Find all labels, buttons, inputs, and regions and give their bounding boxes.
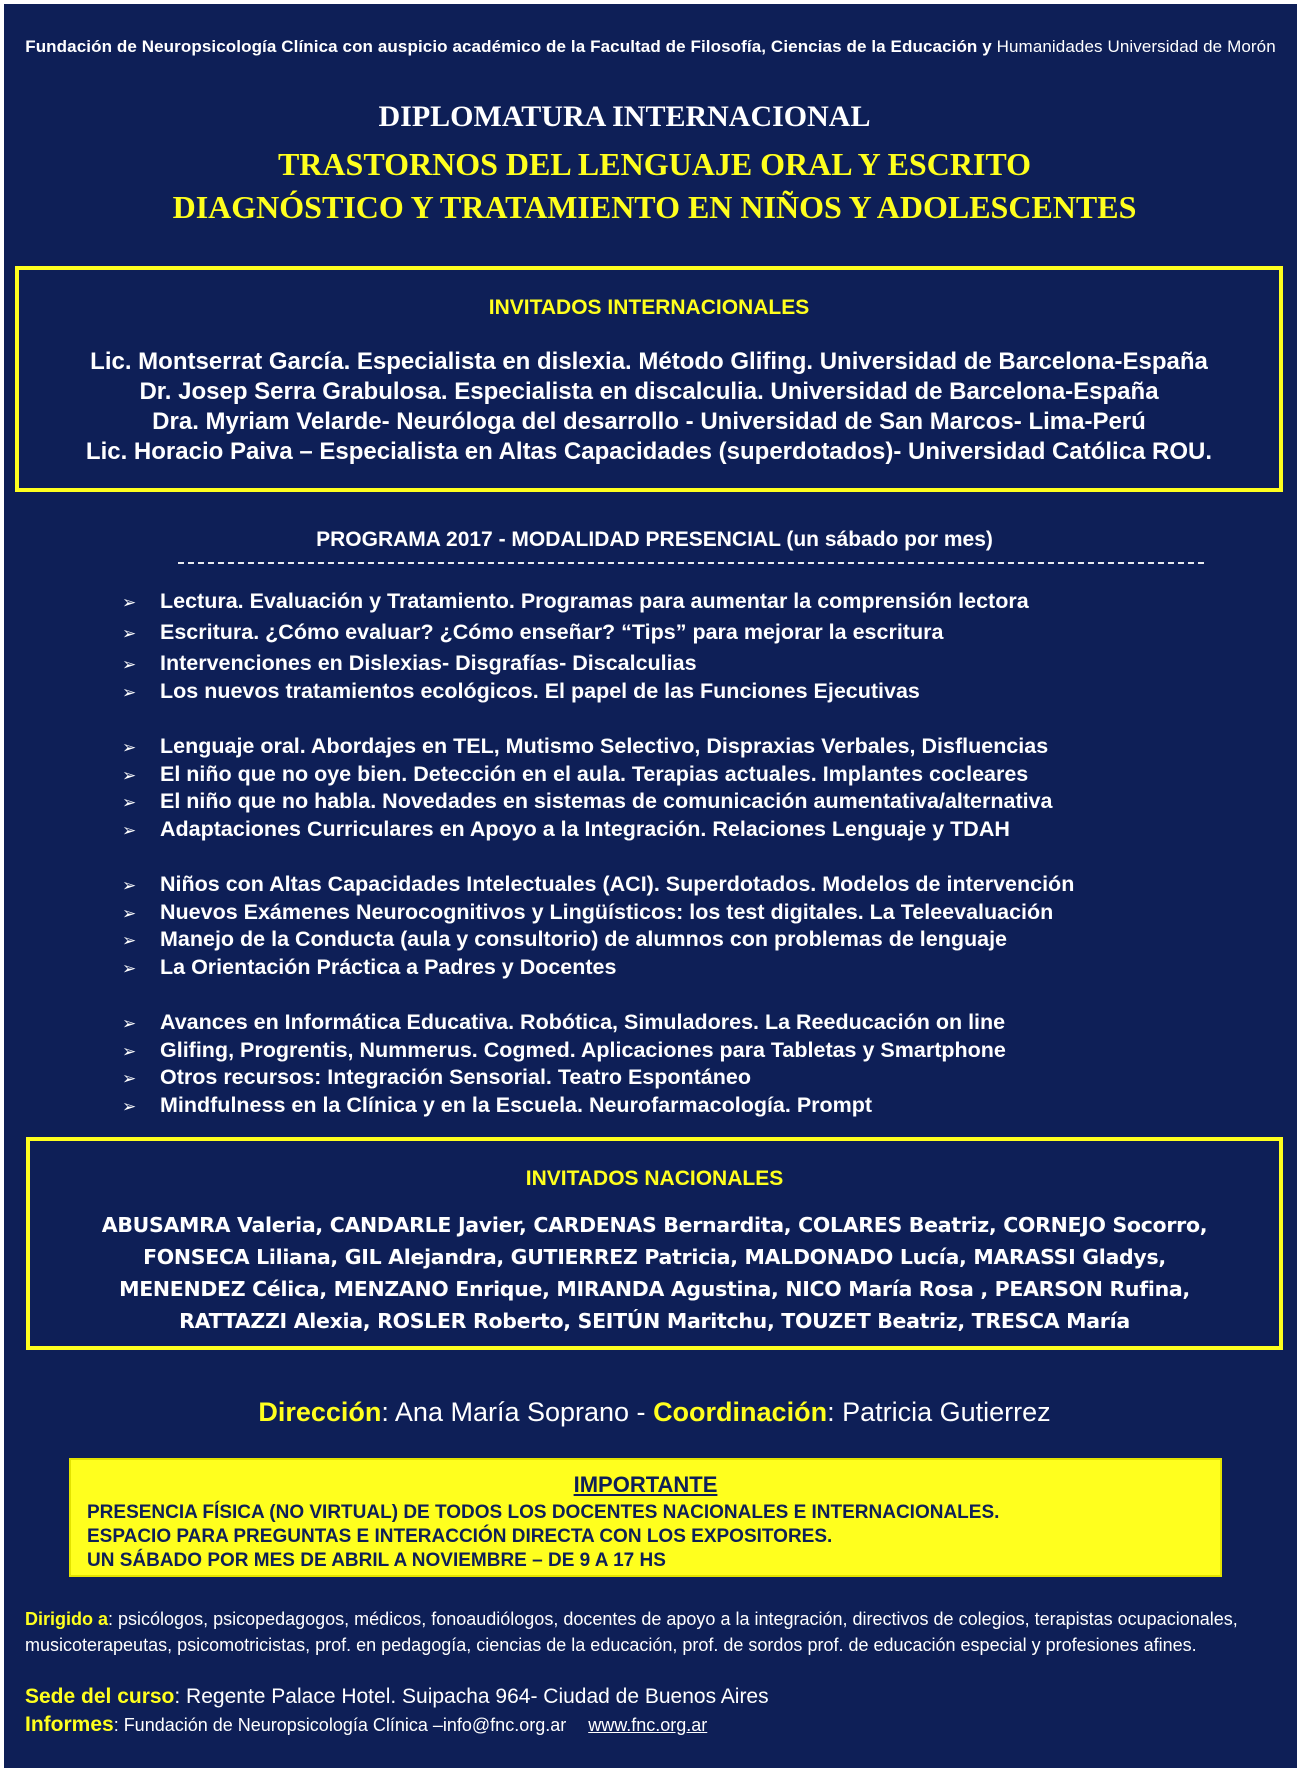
- national-guests-line: RATTAZZI Alexia, ROSLER Roberto, SEITÚN Maritchu, TOUZET Beatriz, TRESCA María: [179, 1309, 1130, 1333]
- program-item: [122, 872, 1074, 897]
- header-affiliation-normal: Humanidades Universidad de Morón: [996, 37, 1276, 56]
- arrow-bullet-icon: ➢: [122, 876, 137, 895]
- program-item-text: Los nuevos tratamientos ecológicos. El papel de las Funciones Ejecutivas: [160, 679, 920, 703]
- national-guests-heading: INVITADOS NACIONALES: [525, 1167, 784, 1190]
- international-guests-box: [15, 266, 1283, 492]
- national-guests-line: ABUSAMRA Valeria, CANDARLE Javier, CARDENAS Bernardita, COLARES Beatriz, CORNEJO Socorro,: [101, 1213, 1208, 1237]
- arrow-bullet-icon: ➢: [122, 766, 137, 785]
- contact-info: [25, 1713, 707, 1737]
- program-item-text: Intervenciones en Dislexias- Disgrafías- Discalculias: [160, 651, 697, 675]
- direction-label: Dirección: [258, 1397, 382, 1427]
- arrow-bullet-icon: ➢: [122, 793, 137, 812]
- program-item-text: Adaptaciones Curriculares en Apoyo a la Integración. Relaciones Lenguaje y TDAH: [160, 817, 1010, 841]
- title-trastornos: TRASTORNOS DEL LENGUAJE ORAL Y ESCRITO: [277, 146, 1032, 182]
- national-guests-line: MENENDEZ Célica, MENZANO Enrique, MIRANDA Agustina, NICO María Rosa , PEARSON Rufina,: [119, 1277, 1190, 1301]
- direction-line: [4, 1397, 1301, 1428]
- program-item-text: Manejo de la Conducta (aula y consultorio) de alumnos con problemas de lenguaje: [160, 927, 1008, 951]
- arrow-bullet-icon: ➢: [122, 1042, 137, 1061]
- international-guest: Lic. Montserrat García. Especialista en dislexia. Método Glifing. Universidad de Barcelona-España: [90, 348, 1208, 375]
- contact-info-label: Informes: [25, 1713, 114, 1736]
- course-venue-text: : Regente Palace Hotel. Suipacha 964- Ciudad de Buenos Aires: [174, 1685, 769, 1708]
- program-item-text: La Orientación Práctica a Padres y Docentes: [160, 955, 617, 979]
- important-line: PRESENCIA FÍSICA (NO VIRTUAL) DE TODOS LOS DOCENTES NACIONALES E INTERNACIONALES.: [87, 1502, 1000, 1523]
- arrow-bullet-icon: ➢: [122, 1069, 137, 1088]
- arrow-bullet-icon: ➢: [122, 821, 137, 840]
- program-item: [122, 927, 1007, 952]
- arrow-bullet-icon: ➢: [122, 959, 137, 978]
- program-item-text: Niños con Altas Capacidades Intelectuales (ACI). Superdotados. Modelos de intervención: [160, 872, 1075, 896]
- important-title: IMPORTANTE: [573, 1472, 718, 1497]
- program-item-text: Glifing, Progrentis, Nummerus. Cogmed. Aplicaciones para Tabletas y Smartphone: [160, 1038, 1006, 1062]
- arrow-bullet-icon: ➢: [122, 1014, 137, 1033]
- program-item-text: Lectura. Evaluación y Tratamiento. Programas para aumentar la comprensión lectora: [160, 589, 1029, 613]
- program-item: [122, 762, 1028, 787]
- program-item-text: Lenguaje oral. Abordajes en TEL, Mutismo Selectivo, Dispraxias Verbales, Disfluencias: [160, 734, 1049, 758]
- program-item: [122, 679, 920, 704]
- important-line: UN SÁBADO POR MES DE ABRIL A NOVIEMBRE – DE 9 A 17 HS: [87, 1550, 666, 1571]
- program-item: [122, 1093, 872, 1118]
- poster: [4, 4, 1297, 1768]
- contact-info-text: : Fundación de Neuropsicología Clínica –info@fnc.org.ar: [113, 1715, 567, 1735]
- coordination-label: Coordinación: [653, 1397, 828, 1427]
- coordination-name: : Patricia Gutierrez: [827, 1397, 1051, 1427]
- title-diagnostico: DIAGNÓSTICO Y TRATAMIENTO EN NIÑOS Y ADOLESCENTES: [172, 189, 1137, 225]
- program-item-text: Otros recursos: Integración Sensorial. Teatro Espontáneo: [160, 1065, 751, 1089]
- arrow-bullet-icon: ➢: [122, 931, 137, 950]
- program-item: [122, 1065, 751, 1090]
- international-guest: Dra. Myriam Velarde- Neuróloga del desarrollo - Universidad de San Marcos- Lima-Perú: [152, 408, 1146, 435]
- arrow-bullet-icon: ➢: [122, 904, 137, 923]
- course-venue: [25, 1685, 769, 1709]
- target-audience-label: Dirigido a: [25, 1609, 109, 1629]
- program-item: [122, 620, 943, 645]
- program-item-text: Escritura. ¿Cómo evaluar? ¿Cómo enseñar? “Tips” para mejorar la escritura: [160, 620, 944, 644]
- program-item-text: Avances en Informática Educativa. Robótica, Simuladores. La Reeducación on line: [160, 1010, 1006, 1034]
- program-item: [122, 1010, 1005, 1035]
- national-guests-line: FONSECA Liliana, GIL Alejandra, GUTIERREZ Patricia, MALDONADO Lucía, MARASSI Gladys,: [143, 1245, 1166, 1269]
- header-affiliation-bold: Fundación de Neuropsicología Clínica con auspicio académico de la Facultad de Filosofía, Ciencias de la Educación y: [25, 37, 992, 56]
- dashed-divider: [178, 562, 1204, 564]
- national-guests-box: [26, 1137, 1283, 1350]
- program-item: [122, 955, 616, 980]
- international-guest: Dr. Josep Serra Grabulosa. Especialista en discalculia. Universidad de Barcelona-España: [139, 378, 1159, 405]
- important-box: [69, 1458, 1222, 1577]
- program-item-text: Mindfulness en la Clínica y en la Escuela. Neurofarmacología. Prompt: [160, 1093, 873, 1117]
- program-item: [122, 589, 1029, 614]
- program-item: [122, 817, 1010, 842]
- website-link[interactable]: www.fnc.org.ar: [588, 1715, 708, 1735]
- program-heading: PROGRAMA 2017 - MODALIDAD PRESENCIAL (un sábado por mes): [316, 528, 993, 551]
- important-line: ESPACIO PARA PREGUNTAS E INTERACCIÓN DIRECTA CON LOS EXPOSITORES.: [87, 1526, 833, 1547]
- arrow-bullet-icon: ➢: [122, 655, 137, 674]
- course-venue-label: Sede del curso: [25, 1685, 175, 1708]
- program-item: [122, 789, 1053, 814]
- program-item-text: El niño que no oye bien. Detección en el aula. Terapias actuales. Implantes cocleares: [160, 762, 1029, 786]
- arrow-bullet-icon: ➢: [122, 738, 137, 757]
- arrow-bullet-icon: ➢: [122, 1097, 137, 1116]
- direction-name: : Ana María Soprano -: [381, 1397, 654, 1427]
- program-item: [122, 900, 1053, 925]
- arrow-bullet-icon: ➢: [122, 624, 137, 643]
- target-audience: [25, 1606, 1275, 1658]
- arrow-bullet-icon: ➢: [122, 683, 137, 702]
- header-affiliation: [4, 37, 1297, 57]
- program-item: [122, 734, 1048, 759]
- program-item-text: Nuevos Exámenes Neurocognitivos y Lingüísticos: los test digitales. La Teleevaluación: [160, 900, 1054, 924]
- title-diplomatura: DIPLOMATURA INTERNACIONAL: [378, 100, 871, 133]
- international-guests-heading: INVITADOS INTERNACIONALES: [488, 296, 810, 319]
- program-item: [122, 651, 697, 676]
- program-item-text: El niño que no habla. Novedades en sistemas de comunicación aumentativa/alternativa: [160, 789, 1053, 813]
- arrow-bullet-icon: ➢: [122, 593, 137, 612]
- target-audience-text: : psicólogos, psicopedagogos, médicos, fonoaudiólogos, docentes de apoyo a la integración, directivos de colegios, terapistas ocupacionales, musicoterapeutas, psicomotricistas, prof. en pedagogía, ciencias de la educación, prof. de sordos prof. de educación especial y profesiones afines.: [25, 1609, 1238, 1655]
- international-guest: Lic. Horacio Paiva – Especialista en Altas Capacidades (superdotados)- Universidad Católica ROU.: [85, 438, 1213, 465]
- program-item: [122, 1038, 1006, 1063]
